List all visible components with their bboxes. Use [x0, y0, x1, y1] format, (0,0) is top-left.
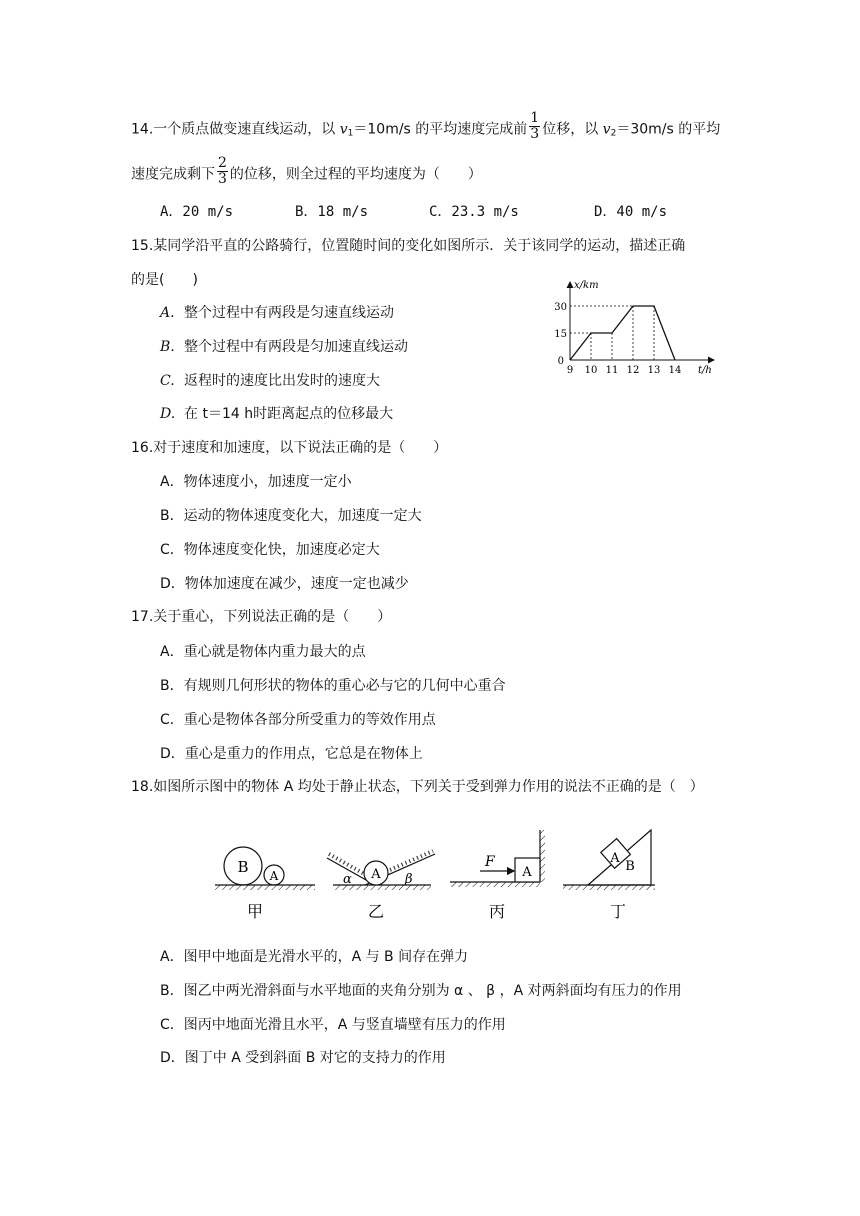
ding-label-a: A — [610, 851, 620, 866]
frac1-den: 3 — [530, 126, 540, 142]
x-tick-11: 11 — [605, 365, 619, 376]
x-tick-9: 9 — [566, 365, 574, 376]
x-axis-label: t/h — [698, 365, 712, 376]
bing-caption: 丙 — [488, 902, 506, 921]
q14-stem-line2 — [131, 155, 482, 187]
yi-label-a: A — [371, 867, 381, 882]
q18-option-d[interactable]: D．图丁中 A 受到斜面 B 对它的支持力的作用 — [160, 1050, 446, 1066]
q15-position-time-chart — [552, 276, 720, 382]
ding-caption: 丁 — [609, 902, 627, 921]
bing-ground-hatch — [450, 882, 540, 887]
q17-option-a[interactable]: A．重心就是物体内重力最大的点 — [160, 644, 366, 660]
q15-option-b-text: 整个过程中有两段是匀加速直线运动 — [184, 339, 408, 355]
figure-ding — [563, 830, 655, 921]
q18-option-b[interactable]: B．图乙中两光滑斜面与水平地面的夹角分别为 α 、 β ，A 对两斜面均有压力的作用 — [160, 983, 682, 999]
q16-option-d[interactable]: D．物体加速度在减少，速度一定也减少 — [160, 576, 409, 592]
q17-option-d[interactable]: D．重心是重力的作用点，它总是在物体上 — [160, 746, 423, 762]
x-tick-12: 12 — [626, 365, 640, 376]
q14-line2-b: 的位移，则全过程的平均速度为（ ） — [229, 166, 482, 183]
q15-option-d-letter: D. — [160, 406, 176, 422]
q14-line2-a: 速度完成剩下 — [131, 166, 215, 183]
x-tick-10: 10 — [584, 365, 598, 376]
q16-option-b[interactable]: B．运动的物体速度变化大，加速度一定大 — [160, 508, 422, 524]
q18-option-a[interactable]: A．图甲中地面是光滑水平的，A 与 B 间存在弹力 — [160, 949, 469, 965]
q14-fraction-2 — [217, 156, 228, 187]
q14-option-c[interactable]: C．23.3 m/s — [429, 204, 519, 220]
q17-option-b[interactable]: B．有规则几何形状的物体的重心必与它的几何中心重合 — [160, 678, 506, 694]
y-axis-label: x/km — [574, 280, 599, 291]
bing-wall-hatch — [540, 830, 545, 882]
y-tick-15: 15 — [554, 329, 567, 340]
q15-stem-line1: 15.某同学沿平直的公路骑行，位置随时间的变化如图所示．关于该同学的运动，描述正确 — [131, 238, 686, 254]
q15-option-c-letter: C. — [160, 373, 175, 389]
q14-v1-sub: 1 — [347, 128, 354, 139]
jia-ground-hatch — [215, 885, 315, 890]
q14-stem-line1 — [131, 110, 721, 144]
q15-option-d[interactable] — [160, 404, 393, 424]
chart-series-line — [570, 306, 675, 360]
yi-caption: 乙 — [367, 902, 385, 921]
origin-label: 0 — [557, 356, 564, 367]
q15-option-b-letter: B. — [160, 339, 175, 355]
q15-option-a-text: 整个过程中有两段是匀速直线运动 — [184, 305, 394, 321]
q14-v2-sub: 2 — [610, 128, 617, 139]
q15-option-b[interactable] — [160, 337, 408, 357]
ding-ground-hatch — [563, 885, 655, 890]
frac2-den: 3 — [218, 171, 227, 187]
q14-option-d[interactable]: D．40 m/s — [594, 204, 668, 220]
y-tick-30: 30 — [554, 302, 567, 313]
q14-v1: v — [339, 121, 348, 138]
q15-stem-line2: 的是( ) — [131, 272, 198, 288]
q18-stem: 18.如图所示图中的物体 A 均处于静止状态，下列关于受到弹力作用的说法不正确的是（ ） — [131, 779, 704, 795]
figure-jia — [215, 847, 315, 921]
q14-text-d: ＝30m/s 的平均 — [616, 121, 721, 138]
figure-yi — [327, 851, 435, 921]
q16-option-a[interactable]: A．物体速度小，加速度一定小 — [160, 474, 352, 490]
bing-label-a: A — [522, 865, 532, 880]
ding-label-b: B — [625, 859, 635, 874]
q14-option-b[interactable]: B．18 m/s — [295, 204, 369, 220]
yi-label-alpha: α — [343, 872, 352, 887]
q15-option-a[interactable] — [160, 303, 394, 323]
q17-stem: 17.关于重心，下列说法正确的是（ ） — [131, 609, 392, 625]
q16-option-c[interactable]: C．物体速度变化快，加速度必定大 — [160, 542, 380, 558]
yi-label-beta: β — [405, 872, 413, 887]
x-tick-14: 14 — [668, 365, 682, 376]
figure-bing — [450, 830, 545, 921]
q14-fraction-1 — [529, 111, 540, 142]
jia-caption: 甲 — [246, 902, 264, 921]
q18-option-c[interactable]: C．图丙中地面光滑且水平，A 与竖直墙壁有压力的作用 — [160, 1017, 506, 1033]
jia-label-b: B — [237, 858, 249, 876]
q14-text-a: 14.一个质点做变速直线运动，以 — [131, 121, 340, 138]
q16-stem: 16.对于速度和加速度，以下说法正确的是（ ） — [131, 440, 448, 456]
q15-option-c[interactable] — [160, 371, 380, 391]
frac1-num: 1 — [530, 110, 540, 126]
q14-text-b: ＝10m/s 的平均速度完成前 — [353, 121, 528, 138]
q14-text-c: 位移，以 — [542, 121, 603, 138]
q17-option-c[interactable]: C．重心是物体各部分所受重力的等效作用点 — [160, 712, 436, 728]
q14-option-a[interactable]: A．20 m/s — [160, 204, 234, 220]
q15-option-a-letter: A. — [160, 305, 175, 321]
q15-option-c-text: 返程时的速度比出发时的速度大 — [184, 373, 380, 389]
q15-option-d-text: 在 t＝14 h时距离起点的位移最大 — [184, 406, 394, 422]
q18-figures — [205, 822, 665, 922]
x-tick-13: 13 — [647, 365, 661, 376]
jia-label-a: A — [269, 869, 279, 883]
bing-label-f: F — [485, 854, 495, 870]
frac2-num: 2 — [218, 155, 227, 171]
q14-v2: v — [602, 121, 611, 138]
